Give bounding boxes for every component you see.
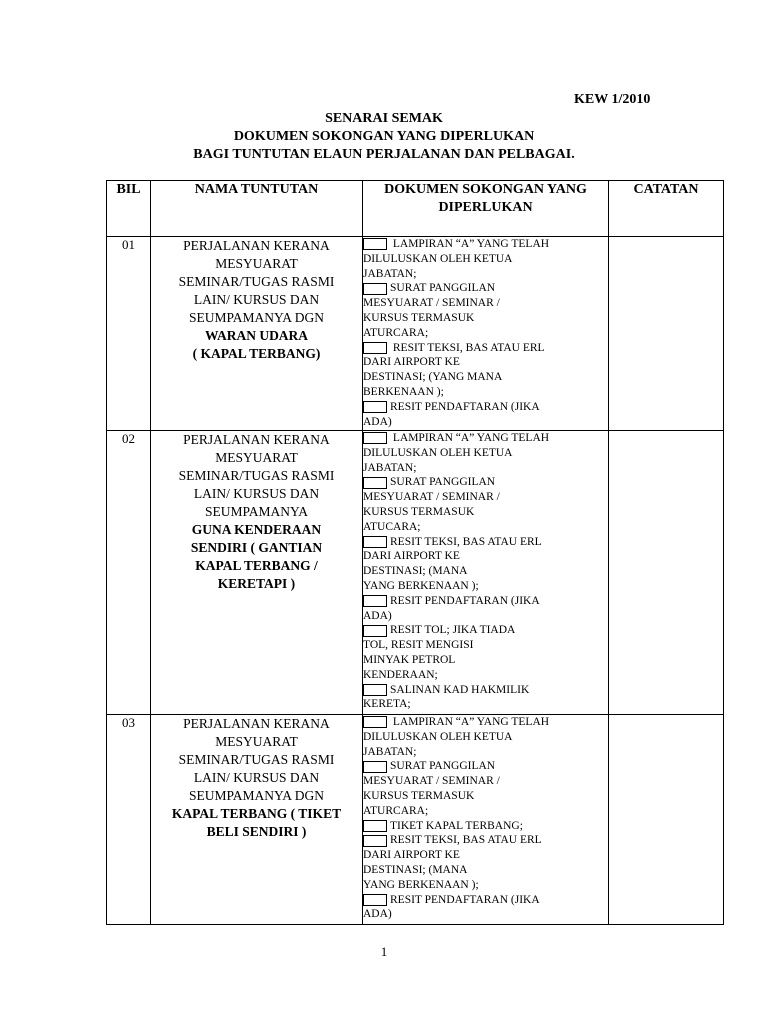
- table-header-row: [107, 181, 724, 237]
- document-item-label: RESIT TOL; JIKA TIADA TOL, RESIT MENGISI MINYAK PETROL KENDERAAN;: [363, 624, 516, 681]
- document-item: [363, 893, 608, 923]
- document-item-label: RESIT TEKSI, BAS ATAU ERL DARI AIRPORT KE DESTINASI; (MANA YANG BERKENAAN );: [363, 834, 542, 891]
- claim-type-line: KAPAL TERBANG /: [195, 558, 318, 573]
- document-item-label: RESIT TEKSI, BAS ATAU ERL DARI AIRPORT KE DESTINASI; (YANG MANA BERKENAAN );: [363, 341, 545, 398]
- checkbox-icon[interactable]: [363, 820, 387, 832]
- document-item-label: LAMPIRAN “A” YANG TELAH DILULUSKAN OLEH KETUA JABATAN;: [363, 716, 550, 758]
- document-title: [0, 110, 768, 164]
- row-catatan[interactable]: [609, 715, 724, 925]
- claim-name-line: MESYUARAT: [215, 256, 298, 271]
- document-item: [363, 431, 608, 475]
- document-item: [363, 535, 608, 594]
- row-dokumen-list: [363, 431, 609, 715]
- row-nama-tuntutan: [151, 237, 363, 431]
- header-dokumen: DOKUMEN SOKONGAN YANG DIPERLUKAN: [363, 181, 609, 237]
- checkbox-icon[interactable]: [363, 342, 387, 354]
- claim-name-line: MESYUARAT: [215, 734, 298, 749]
- document-item-label: RESIT PENDAFTARAN (JIKA ADA): [363, 400, 540, 428]
- claim-name-line: SEMINAR/TUGAS RASMI: [178, 274, 335, 289]
- document-item-label: SURAT PANGGILAN MESYUARAT / SEMINAR / KURSUS TERMASUK ATUCARA;: [363, 476, 500, 533]
- document-item: [363, 237, 608, 281]
- checkbox-icon[interactable]: [363, 625, 387, 637]
- title-line-1: SENARAI SEMAK: [325, 111, 443, 126]
- claim-name-line: LAIN/ KURSUS DAN: [193, 770, 320, 785]
- claim-name-line: PERJALANAN KERANA: [183, 716, 330, 731]
- claim-type-line: KERETAPI ): [217, 576, 296, 591]
- checkbox-icon[interactable]: [363, 283, 387, 295]
- checkbox-icon[interactable]: [363, 536, 387, 548]
- checklist-table: [106, 180, 724, 925]
- claim-name-line: PERJALANAN KERANA: [183, 238, 330, 253]
- checkbox-icon[interactable]: [363, 835, 387, 847]
- document-item-label: RESIT PENDAFTARAN (JIKA ADA): [363, 594, 540, 622]
- document-item: [363, 683, 608, 713]
- claim-type-line: SENDIRI ( GANTIAN: [190, 540, 323, 555]
- claim-name-line: MESYUARAT: [215, 450, 298, 465]
- row-bil: 03: [107, 715, 151, 925]
- table-row: [107, 431, 724, 715]
- claim-name-line: SEMINAR/TUGAS RASMI: [178, 468, 335, 483]
- document-item-label: SALINAN KAD HAKMILIK KERETA;: [363, 683, 530, 711]
- claim-type-line: WARAN UDARA: [204, 328, 309, 343]
- row-dokumen-list: [363, 715, 609, 925]
- document-item: [363, 400, 608, 430]
- document-item: [363, 819, 608, 834]
- form-reference: KEW 1/2010: [574, 92, 651, 107]
- document-item-label: SURAT PANGGILAN MESYUARAT / SEMINAR / KURSUS TERMASUK ATURCARA;: [363, 282, 500, 339]
- document-item: [363, 281, 608, 340]
- row-catatan[interactable]: [609, 431, 724, 715]
- checkbox-icon[interactable]: [363, 684, 387, 696]
- document-item: [363, 594, 608, 624]
- table-row: [107, 715, 724, 925]
- claim-name-line: LAIN/ KURSUS DAN: [193, 292, 320, 307]
- document-item-label: SURAT PANGGILAN MESYUARAT / SEMINAR / KURSUS TERMASUK ATURCARA;: [363, 760, 500, 817]
- document-item: [363, 833, 608, 892]
- document-item: [363, 759, 608, 818]
- row-dokumen-list: [363, 237, 609, 431]
- row-bil: 01: [107, 237, 151, 431]
- claim-name-line: PERJALANAN KERANA: [183, 432, 330, 447]
- claim-name-line: LAIN/ KURSUS DAN: [193, 486, 320, 501]
- document-item: [363, 475, 608, 534]
- checkbox-icon[interactable]: [363, 595, 387, 607]
- table-row: [107, 237, 724, 431]
- checkbox-icon[interactable]: [363, 761, 387, 773]
- document-item-label: LAMPIRAN “A” YANG TELAH DILULUSKAN OLEH KETUA JABATAN;: [363, 432, 550, 474]
- document-item: [363, 341, 608, 400]
- claim-name-line: SEMINAR/TUGAS RASMI: [178, 752, 335, 767]
- page-number: 1: [380, 944, 388, 959]
- claim-type-line: ( KAPAL TERBANG): [192, 346, 321, 361]
- header-catatan: CATATAN: [609, 181, 724, 237]
- document-item-label: TIKET KAPAL TERBANG;: [390, 819, 523, 832]
- row-nama-tuntutan: [151, 431, 363, 715]
- row-nama-tuntutan: [151, 715, 363, 925]
- document-item-label: RESIT PENDAFTARAN (JIKA ADA): [363, 893, 540, 921]
- checkbox-icon[interactable]: [363, 432, 387, 444]
- checkbox-icon[interactable]: [363, 716, 387, 728]
- document-item: [363, 623, 608, 682]
- title-line-3: BAGI TUNTUTAN ELAUN PERJALANAN DAN PELBAGAI.: [193, 147, 575, 162]
- document-item: [363, 715, 608, 759]
- header-nama-tuntutan: NAMA TUNTUTAN: [151, 181, 363, 237]
- row-catatan[interactable]: [609, 237, 724, 431]
- row-bil: 02: [107, 431, 151, 715]
- title-line-2: DOKUMEN SOKONGAN YANG DIPERLUKAN: [233, 129, 535, 144]
- claim-type-line: GUNA KENDERAAN: [191, 522, 322, 537]
- checkbox-icon[interactable]: [363, 894, 387, 906]
- checkbox-icon[interactable]: [363, 477, 387, 489]
- document-item-label: RESIT TEKSI, BAS ATAU ERL DARI AIRPORT KE DESTINASI; (MANA YANG BERKENAAN );: [363, 535, 542, 592]
- claim-type-line: KAPAL TERBANG ( TIKET: [171, 806, 342, 821]
- checkbox-icon[interactable]: [363, 401, 387, 413]
- claim-name-line: SEUMPAMANYA DGN: [189, 788, 324, 803]
- checkbox-icon[interactable]: [363, 238, 387, 250]
- header-bil: BIL: [107, 181, 151, 237]
- claim-name-line: SEUMPAMANYA: [204, 504, 309, 519]
- claim-type-line: BELI SENDIRI ): [206, 824, 307, 839]
- claim-name-line: SEUMPAMANYA DGN: [189, 310, 324, 325]
- document-item-label: LAMPIRAN “A” YANG TELAH DILULUSKAN OLEH KETUA JABATAN;: [363, 238, 550, 280]
